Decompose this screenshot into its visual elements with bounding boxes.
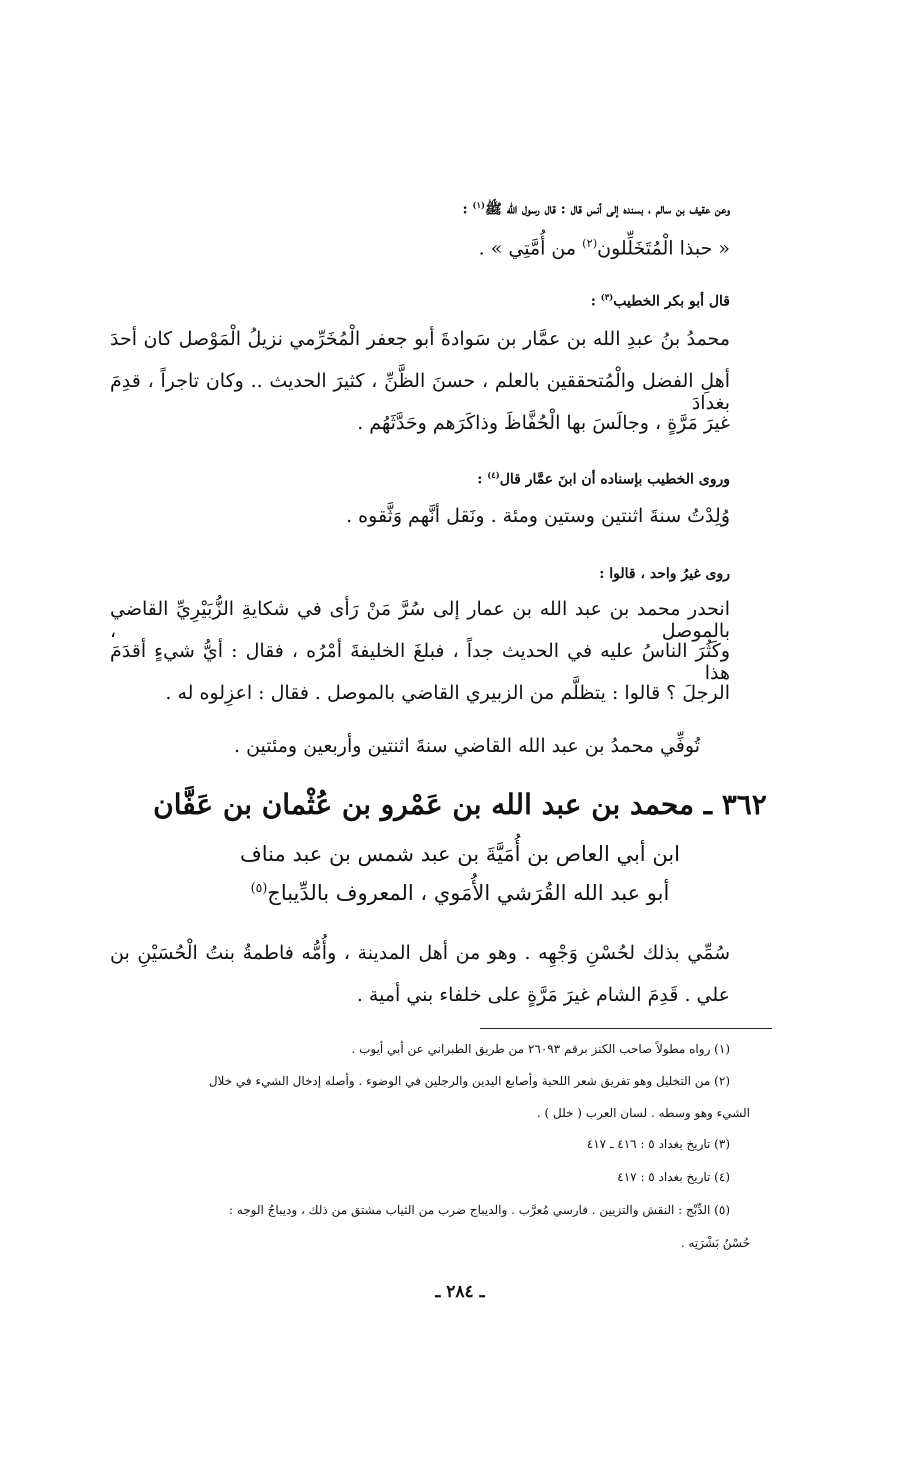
footnote: الشيء وهو وسطه . لسان العرب ( خلل ) . <box>536 1106 750 1120</box>
page-number: ـ ٢٨٤ ـ <box>435 1282 485 1302</box>
khatib-isnad-intro: وروى الخطيب بإسناده أن ابنَ عمَّار قال$^{(٤)}$ : <box>477 470 730 488</box>
footnote: (٥) الدِّبْج : النقش والتزيين . فارسي مُعرَّب . والديباج ضرب من الثياب مشتق من ذلك ، وديباجُ الوجه : <box>228 1203 730 1217</box>
entry-lineage: ابن أبي العاص بن أُمَيَّةَ بن عبد شمس بن عبد مناف <box>240 842 680 866</box>
footnote: حُسْنُ بَشْرَتِه . <box>680 1236 750 1250</box>
narration-intro: وعن عقيف بن سالم ، بسنده إلى أنس قال : قال رسول الله ﷺ$^{(١)}$ : <box>462 200 730 218</box>
entry-heading: ٣٦٢ ـ محمد بن عبد الله بن عَمْرو بن عُثْمان بن عَفَّان <box>153 788 767 821</box>
footnote-divider <box>480 1028 772 1029</box>
death-note: تُوفِّي محمدُ بن عبد الله القاضي سنةَ اثنتين وأربعين ومئتين . <box>233 735 700 757</box>
story-line: وكَثُرَ الناسُ عليه في الحديث جداً ، فبلغَ الخليفةَ أمْرُه ، فقال : أيُّ شيءٍ أقدَمَ هذا <box>110 640 730 684</box>
birth-quote: وُلِدْتُ سنةَ اثنتين وستين ومئة . ونَقل أنَّهم وَثَّقوه . <box>346 505 730 527</box>
bio-line: أهلِ الفضل والْمُتحققين بالعلم ، حسنَ الظَّنِّ ، كثيرَ الحديث .. وكان تاجراً ، قدِمَ بغدادَ <box>110 370 730 414</box>
story-line: الرجلَ ؟ قالوا : يتظلَّم من الزبيري القاضي بالموصل . فقال : اعزِلوه له . <box>165 682 730 704</box>
entry-line: سُمِّي بذلك لحُسْنِ وَجْهِه . وهو من أهل المدينة ، وأُمُّه فاطمةُ بنتُ الْحُسَيْنِ بن <box>110 942 730 964</box>
hadith-quote: « حبذا الْمُتَخَلِّلون$^{(٢)}$ من أُمَّتِي » . <box>478 236 730 260</box>
footnote: (١) رواه مطولاً صاحب الكنز برقم ٢٦٠٩٣ من طريق الطبراني عن أبي أيوب . <box>351 1042 730 1056</box>
entry-kunya: أبو عبد الله القُرَشي الأُمَوي ، المعروف بالدِّيباج$^{(٥)}$ <box>250 880 670 905</box>
footnote: (٢) من التخليل وهو تفريق شعر اللحية وأصابع اليدين والرجلين في الوضوء . وأصله إدخال الشيء في خلال <box>208 1074 730 1088</box>
khatib-intro: قال أبو بكر الخطيب$^{(٣)}$ : <box>590 292 730 310</box>
bio-line: محمدُ بنُ عبدِ الله بن عمَّار بن سَوادةَ أبو جعفر الْمُخَرِّمي نزيلُ الْمَوْصل كان أحدَ <box>110 328 730 350</box>
entry-line: علي . قَدِمَ الشام غيرَ مَرَّةٍ على خلفاء بني أمية . <box>356 984 730 1006</box>
bio-line: غيرَ مَرَّةٍ ، وجالَسَ بها الْحُفَّاظَ وذاكَرَهم وحَدَّثَهُم . <box>357 412 730 434</box>
story-line: انحدر محمد بن عبد الله بن عمار إلى سُرَّ مَنْ رَأى في شكايةِ الزُّبَيْرِيِّ القاضي بالموصل ، <box>110 598 730 642</box>
footnote: (٤) تاريخ بغداد ٥ : ٤١٧ <box>617 1170 730 1184</box>
narrators-intro: روى غيرُ واحد ، قالوا : <box>599 566 730 582</box>
footnote: (٣) تاريخ بغداد ٥ : ٤١٦ ـ ٤١٧ <box>586 1137 730 1151</box>
